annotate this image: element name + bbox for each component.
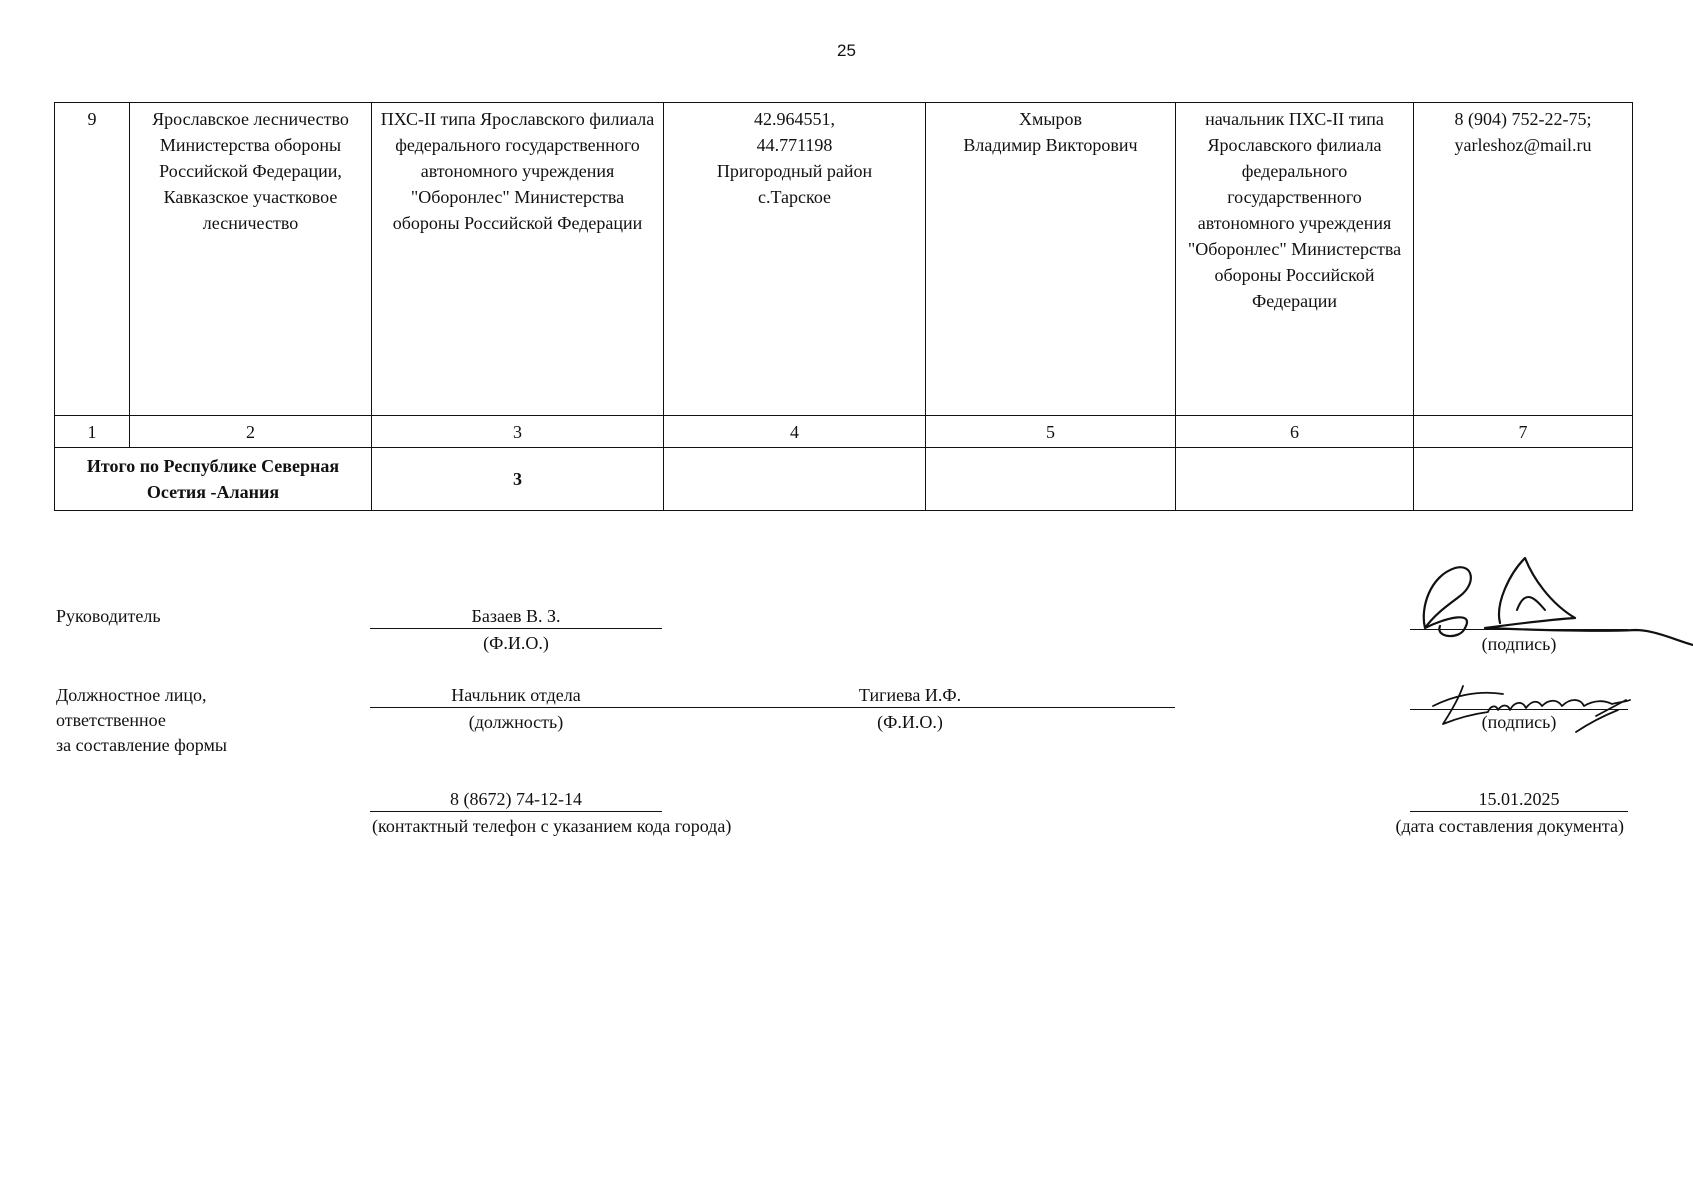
person-surname: Хмыров	[1019, 109, 1082, 129]
column-number: 6	[1176, 416, 1414, 448]
row-number-cell: 9	[55, 103, 130, 416]
head-name-caption: (Ф.И.О.)	[483, 633, 549, 653]
table-row	[55, 103, 1633, 416]
column-number: 7	[1414, 416, 1633, 448]
coordinates-line: 42.964551,	[754, 109, 835, 129]
official-label-line: ответственное	[56, 710, 166, 730]
phone-underline	[370, 811, 662, 812]
column-number: 5	[926, 416, 1176, 448]
organizations-table	[54, 102, 1633, 511]
official-label-line: Должностное лицо,	[56, 685, 207, 705]
official-name-caption: (Ф.И.О.)	[877, 712, 943, 732]
column-number: 1	[55, 416, 130, 448]
total-count: 3	[372, 448, 664, 511]
responsible-person-cell	[926, 103, 1176, 416]
head-signature-caption: (подпись)	[1481, 634, 1557, 654]
column-number: 2	[130, 416, 372, 448]
pxs-cell: ПХС-II типа Ярославского филиала федерального государственного автономного учреждения "Оборонлес" Министерства обороны Российской Федерации	[372, 103, 664, 416]
contact-phone: 8 (904) 752-22-75;	[1454, 109, 1592, 129]
official-position: Начльник отдела	[451, 685, 581, 705]
contact-cell	[1414, 103, 1633, 416]
official-underline	[370, 707, 1175, 708]
position-cell: начальник ПХС-II типа Ярославского филиала федерального государственного автономного учреждения "Оборонлес" Министерства обороны Российской Федерации	[1176, 103, 1414, 416]
column-number-row	[55, 416, 1633, 448]
official-position-caption: (должность)	[468, 712, 564, 732]
contact-email: yarleshoz@mail.ru	[1454, 135, 1592, 155]
column-number: 3	[372, 416, 664, 448]
head-name: Базаев В. З.	[471, 606, 561, 626]
empty-cell	[1176, 448, 1414, 511]
district-line: Пригородный район	[716, 161, 873, 181]
date-underline	[1410, 811, 1628, 812]
coordinates-line: 44.771198	[756, 135, 833, 155]
official-label-line: за составление формы	[56, 735, 227, 755]
page-number: 25	[837, 41, 856, 60]
person-given-names: Владимир Викторович	[963, 135, 1138, 155]
settlement-line: с.Тарское	[757, 187, 832, 207]
coordinates-cell	[664, 103, 926, 416]
contact-phone-value: 8 (8672) 74-12-14	[450, 789, 582, 809]
total-label: Итого по Республике Северная Осетия -Алания	[55, 448, 372, 511]
official-signature-caption: (подпись)	[1481, 712, 1557, 732]
date-caption: (дата составления документа)	[1395, 816, 1624, 836]
forestry-cell: Ярославское лесничество Министерства обороны Российской Федерации, Кавказское участковое лесничество	[130, 103, 372, 416]
document-date: 15.01.2025	[1478, 789, 1560, 809]
phone-caption: (контактный телефон с указанием кода города)	[372, 816, 732, 836]
empty-cell	[1414, 448, 1633, 511]
empty-cell	[664, 448, 926, 511]
empty-cell	[926, 448, 1176, 511]
head-signature-underline	[1410, 629, 1628, 630]
official-name: Тигиева И.Ф.	[858, 685, 962, 705]
column-number: 4	[664, 416, 926, 448]
head-name-underline	[370, 628, 662, 629]
head-label: Руководитель	[56, 606, 161, 626]
total-row	[55, 448, 1633, 511]
